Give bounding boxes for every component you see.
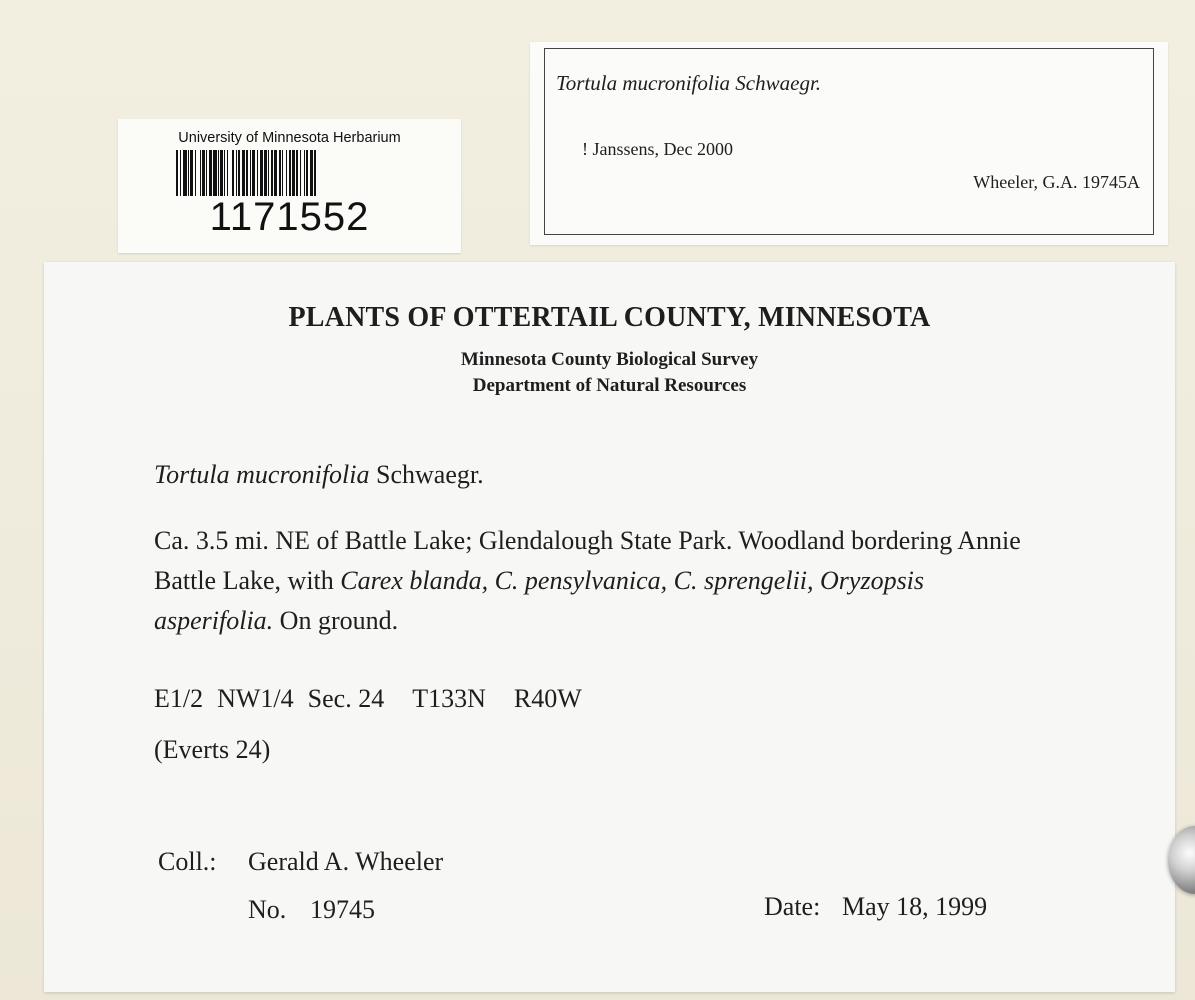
trs-range: R40W <box>513 684 582 713</box>
label-subtitle-department: Department of Natural Resources <box>472 375 747 396</box>
specimen-label <box>44 262 1175 992</box>
barcode <box>176 150 402 196</box>
collection-date: May 18, 1999 <box>842 892 988 921</box>
trs-quarter-2: NW1/4 <box>217 684 294 713</box>
slip-taxon: Tortula mucronifolia Schwaegr. <box>556 71 822 95</box>
collector-label: Coll.: <box>158 847 217 876</box>
secondary-number: (Everts 24) <box>154 735 271 764</box>
township-range-section <box>154 684 610 714</box>
number-label: No. <box>248 895 287 924</box>
date-label: Date: <box>764 892 821 921</box>
locality-description <box>154 521 1044 641</box>
institution-name: University of Minnesota Herbarium <box>178 130 401 146</box>
taxon-binomial: Tortula mucronifolia <box>154 460 370 489</box>
determination-slip <box>530 42 1168 245</box>
slip-determination: ! Janssens, Dec 2000 <box>582 139 733 159</box>
collection-number: 19745 <box>310 895 375 924</box>
locality-text: Ca. 3.5 mi. NE of Battle Lake; Glendalough State Park. Woodland bordering Annie Battle Lake, with <box>154 526 1021 595</box>
substrate-text: On ground. <box>273 606 399 635</box>
trs-section: Sec. 24 <box>307 684 385 713</box>
barcode-bar <box>316 150 318 196</box>
taxon-name <box>154 460 484 490</box>
associated-species: Carex blanda, C. pensylvanica, C. sprengelii, Oryzopsis asperifolia. <box>154 566 925 635</box>
label-subtitle-survey: Minnesota County Biological Survey <box>460 349 759 370</box>
trs-township: T133N <box>412 684 486 713</box>
label-title: PLANTS OF OTTERTAIL COUNTY, MINNESOTA <box>288 302 931 333</box>
collector-name: Gerald A. Wheeler <box>248 847 444 876</box>
catalog-number: 1171552 <box>209 195 370 239</box>
trs-quarter: E1/2 <box>154 684 204 713</box>
barcode-label <box>118 119 461 253</box>
taxon-author: Schwaegr. <box>376 460 484 489</box>
slip-collector-number: Wheeler, G.A. 19745A <box>973 172 1140 192</box>
